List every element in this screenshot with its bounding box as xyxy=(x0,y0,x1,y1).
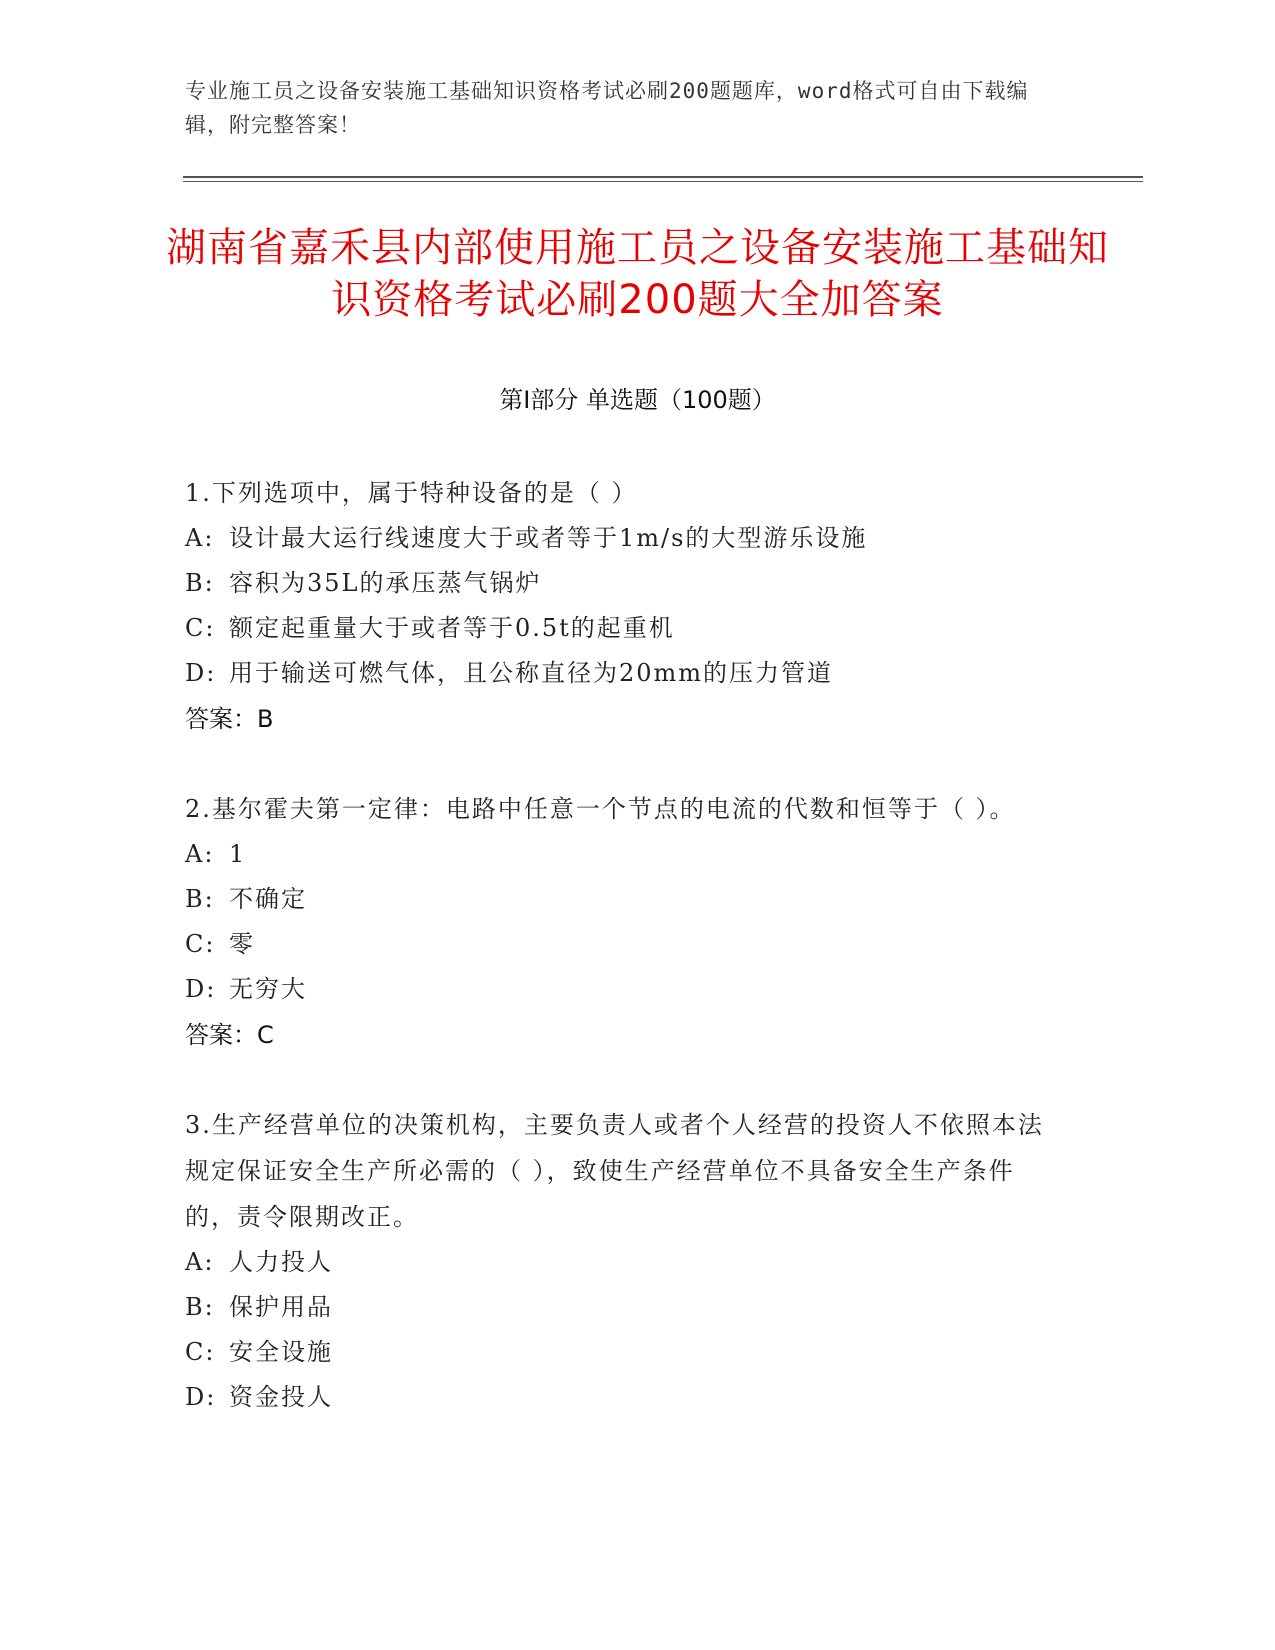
header-divider-thick xyxy=(183,176,1143,178)
option-d xyxy=(185,1375,1065,1420)
option-text: 零 xyxy=(229,930,255,958)
option-text: 人力投人 xyxy=(229,1248,333,1276)
option-text: 1 xyxy=(229,840,247,868)
option-letter: D: xyxy=(185,975,217,1003)
question-stem: 3.生产经营单位的决策机构，主要负责人或者个人经营的投资人不依照本法规定保证安全生产所必需的（ ），致使生产经营单位不具备安全生产条件的，责令限期改正。 xyxy=(185,1111,1044,1231)
option-letter: A: xyxy=(185,840,215,868)
header-divider-thin xyxy=(183,181,1143,182)
option-letter: D: xyxy=(185,659,217,687)
header-note: 专业施工员之设备安装施工基础知识资格考试必刷200题题库，word格式可自由下载编辑，附完整答案！ xyxy=(185,79,1029,137)
option-letter: B: xyxy=(185,885,215,913)
option-letter: A: xyxy=(185,524,215,552)
option-b xyxy=(185,877,1065,922)
option-letter: C: xyxy=(185,614,216,642)
option-letter: B: xyxy=(185,1293,215,1321)
option-a xyxy=(185,516,1065,561)
option-text: 用于输送可燃气体，且公称直径为20mm的压力管道 xyxy=(229,659,834,687)
option-letter: A: xyxy=(185,1248,215,1276)
option-d xyxy=(185,651,1065,696)
option-text: 设计最大运行线速度大于或者等于1m/s的大型游乐设施 xyxy=(229,524,868,552)
question-stem: 2.基尔霍夫第一定律：电路中任意一个节点的电流的代数和恒等于（ ）。 xyxy=(185,795,1016,823)
question-1 xyxy=(185,470,1065,742)
option-text: 无穷大 xyxy=(229,975,307,1003)
option-a xyxy=(185,1240,1065,1285)
answer-line: 答案：B xyxy=(185,705,274,733)
option-letter: B: xyxy=(185,569,215,597)
option-text: 不确定 xyxy=(229,885,307,913)
option-b xyxy=(185,1285,1065,1330)
option-text: 容积为35L的承压蒸气锅炉 xyxy=(229,569,542,597)
option-c xyxy=(185,606,1065,651)
option-letter: C: xyxy=(185,1338,216,1366)
answer-line: 答案：C xyxy=(185,1021,274,1049)
option-letter: D: xyxy=(185,1383,217,1411)
question-2 xyxy=(185,786,1065,1058)
question-list xyxy=(185,470,1065,1464)
question-stem: 1.下列选项中，属于特种设备的是（ ） xyxy=(185,479,638,507)
option-text: 安全设施 xyxy=(229,1338,333,1366)
option-letter: C: xyxy=(185,930,216,958)
section-title: 第Ⅰ部分 单选题（100题） xyxy=(499,386,776,414)
option-c xyxy=(185,922,1065,967)
question-3 xyxy=(185,1102,1065,1420)
option-d xyxy=(185,967,1065,1012)
option-c xyxy=(185,1330,1065,1375)
option-text: 资金投人 xyxy=(229,1383,333,1411)
option-b xyxy=(185,561,1065,606)
option-text: 保护用品 xyxy=(229,1293,333,1321)
option-a xyxy=(185,832,1065,877)
document-title: 湖南省嘉禾县内部使用施工员之设备安装施工基础知识资格考试必刷200题大全加答案 xyxy=(166,225,1109,323)
option-text: 额定起重量大于或者等于0.5t的起重机 xyxy=(229,614,675,642)
